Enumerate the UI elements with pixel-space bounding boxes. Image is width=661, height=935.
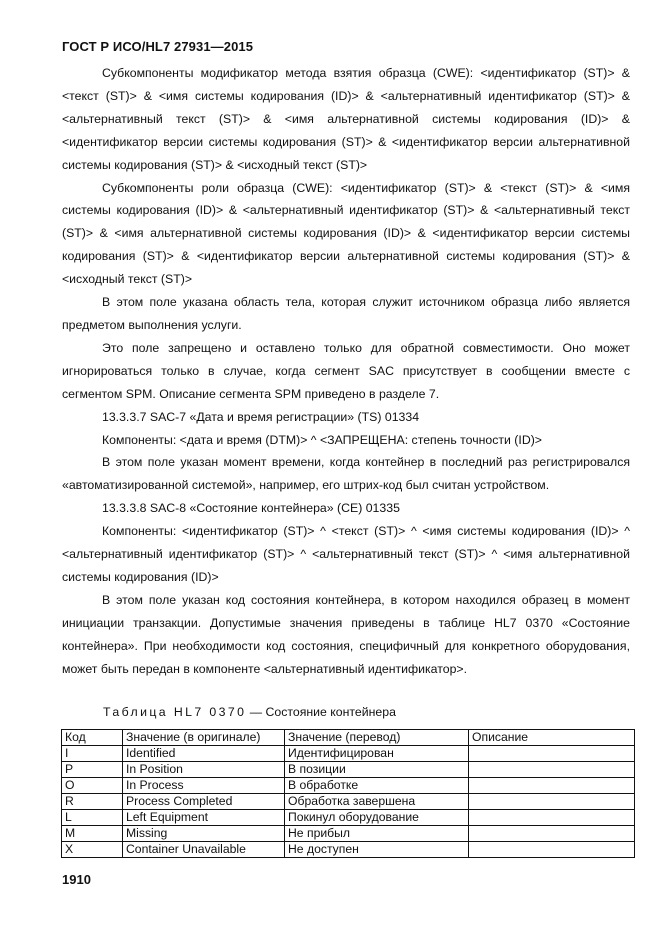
column-header-original: Значение (в оригинале) [123,730,285,746]
cell-translation: Обработка завершена [285,794,469,810]
column-header-code: Код [62,730,123,746]
cell-description [469,794,635,810]
cell-code: R [62,794,123,810]
cell-translation: Покинул оборудование [285,810,469,826]
table-row [62,810,635,826]
body-text [62,62,630,680]
column-header-description: Описание [469,730,635,746]
cell-description [469,778,635,794]
paragraph-backward-compatibility: Это поле запрещено и оставлено только для обратной совместимости. Оно может игнорироваться только в случае, когда сегмент SAC присутствует в сообщении вместе с сегментом SPM. Описание сегмента SPM приведено в разделе 7. [62,340,630,401]
paragraph-sac-7-components: Компоненты: <дата и время (DTM)> ^ <ЗАПРЕЩЕНА: степень точности (ID)> [102,432,542,447]
cell-description [469,762,635,778]
cell-code: P [62,762,123,778]
cell-code: I [62,746,123,762]
cell-code: X [62,842,123,858]
section-heading-sac-7: 13.3.3.7 SAC-7 «Дата и время регистрации» (TS) 01334 [102,409,420,424]
table-caption-prefix: Таблица HL7 0370 [103,705,247,719]
table-row [62,746,635,762]
table-row [62,826,635,842]
cell-translation: В позиции [285,762,469,778]
paragraph-specimen-role: Субкомпоненты роли образца (CWE): <идентификатор (ST)> & <текст (ST)> & <имя системы кодирования (ID)> & <альтернативный идентификатор (ST)> & <альтернативный текст (ST)> & <имя альтернативной системы кодирования (ID)> & <идентификатор версии системы кодирования (ST)> & <идентификатор версии альтернативной системы кодирования (ST)> & <исходный текст (ST)> [62,180,630,287]
cell-code: M [62,826,123,842]
table-caption [103,705,396,719]
cell-code: L [62,810,123,826]
cell-original: Process Completed [123,794,285,810]
cell-description [469,810,635,826]
cell-original: Container Unavailable [123,842,285,858]
table-row [62,762,635,778]
cell-description [469,842,635,858]
cell-original: Left Equipment [123,810,285,826]
table-caption-title: — Состояние контейнера [246,705,396,719]
section-heading-sac-8: 13.3.3.8 SAC-8 «Состояние контейнера» (CE) 01335 [102,501,400,516]
table-row [62,778,635,794]
cell-translation: Идентифицирован [285,746,469,762]
document-header: ГОСТ Р ИСО/HL7 27931—2015 [62,39,254,54]
cell-description [469,826,635,842]
paragraph-sampling-method-modifier: Субкомпоненты модификатор метода взятия образца (CWE): <идентификатор (ST)> & <текст (ST)> & <имя системы кодирования (ID)> & <альтернативный идентификатор (ST)> & <альтернативный текст (ST)> & <имя альтернативной системы кодирования (ID)> & <идентификатор версии системы кодирования (ST)> & <идентификатор версии альтернативной системы кодирования (ST)> & <исходный текст (ST)> [62,66,630,172]
page-number: 1910 [62,872,91,887]
table-header-row [62,730,635,746]
cell-original: In Position [123,762,285,778]
column-header-translation: Значение (перевод) [285,730,469,746]
cell-description [469,746,635,762]
paragraph-sac-8-components: Компоненты: <идентификатор (ST)> ^ <текст (ST)> ^ <имя системы кодирования (ID)> ^ <альтернативный идентификатор (ST)> ^ <альтернативный текст (ST)> ^ <имя альтернативной системы кодирования (ID)> [62,524,630,584]
cell-translation: Не прибыл [285,826,469,842]
container-status-table [61,729,635,858]
cell-original: In Process [123,778,285,794]
cell-original: Identified [123,746,285,762]
cell-original: Missing [123,826,285,842]
cell-translation: Не доступен [285,842,469,858]
paragraph-sac-7-description: В этом поле указан момент времени, когда контейнер в последний раз регистрировался «автоматизированной системой», например, его штрих-код был считан устройством. [62,455,630,493]
table-row [62,842,635,858]
cell-translation: В обработке [285,778,469,794]
paragraph-sac-8-description: В этом поле указан код состояния контейнера, в котором находился образец в момент инициации транзакции. Допустимые значения приведены в таблице HL7 0370 «Состояние контейнера». При необходимости код состояния, специфичный для конкретного оборудования, может быть передан в компоненте <альтернативный идентификатор>. [62,592,630,676]
table-row [62,794,635,810]
cell-code: O [62,778,123,794]
paragraph-body-site: В этом поле указана область тела, которая служит источником образца либо является предметом выполнения услуги. [62,295,630,332]
